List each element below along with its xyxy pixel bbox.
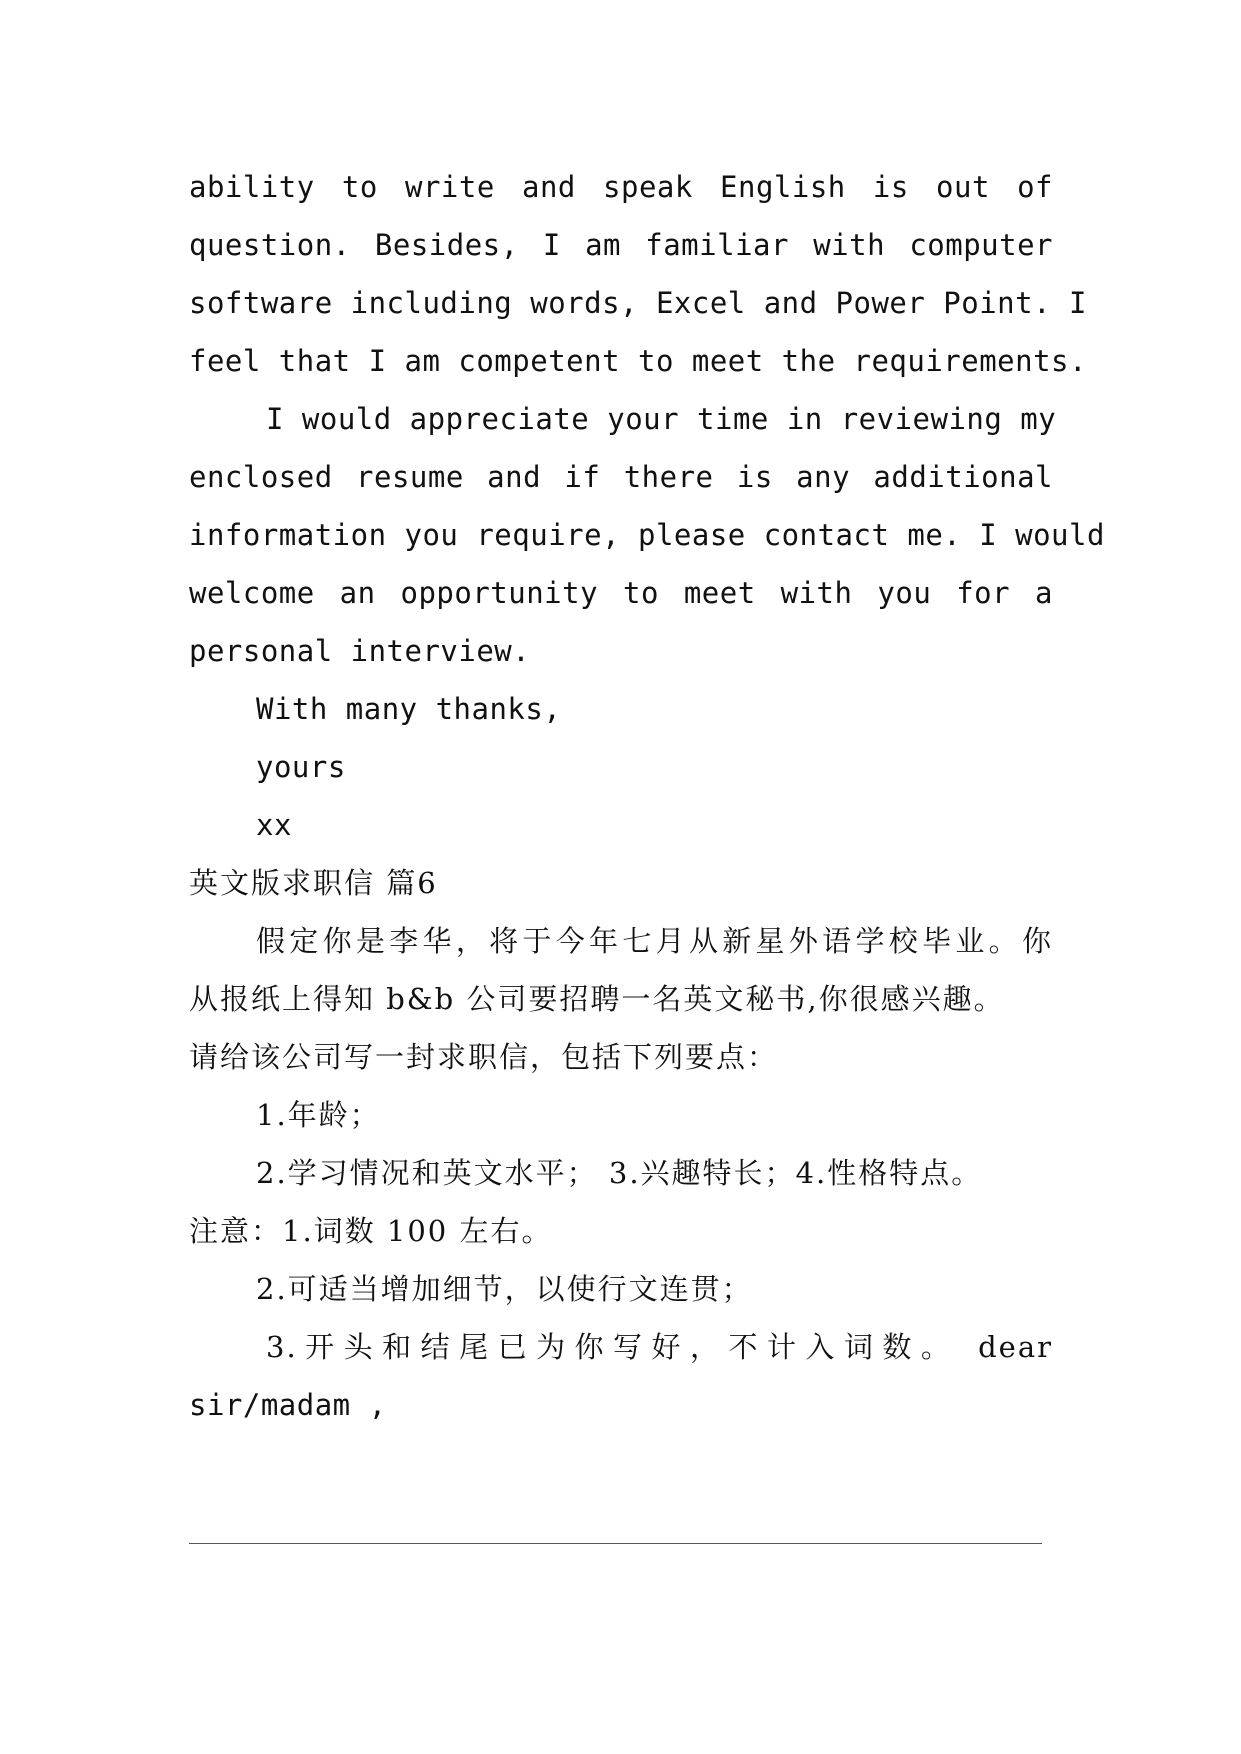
- note-line: sir/madam ,: [189, 1388, 387, 1422]
- section-title: 英文版求职信 篇6: [189, 866, 438, 900]
- page-footer-divider: [189, 1543, 1042, 1544]
- body-text-line: feel that I am competent to meet the requirements.: [189, 344, 1087, 378]
- note-line: 注意：1.词数 100 左右。: [189, 1214, 553, 1248]
- body-text-line: question. Besides, I am familiar with computer: [189, 228, 1053, 262]
- body-text-line: welcome an opportunity to meet with you for a: [189, 576, 1053, 610]
- body-text-line: I would appreciate your time in reviewing my: [266, 402, 1057, 436]
- note-line: 3.开头和结尾已为你写好，不计入词数。 dear: [266, 1330, 1053, 1364]
- body-text-line: enclosed resume and if there is any additional: [189, 460, 1053, 494]
- body-text-line: information you require, please contact me. I would: [189, 518, 1105, 552]
- point-item: 1.年龄；: [256, 1098, 381, 1132]
- prompt-line: 假定你是李华，将于今年七月从新星外语学校毕业。你: [256, 924, 1053, 958]
- prompt-line: 请给该公司写一封求职信，包括下列要点：: [189, 1040, 779, 1074]
- letter-closing: With many thanks,: [256, 692, 562, 726]
- note-line: 2.可适当增加细节，以使行文连贯；: [256, 1272, 753, 1306]
- point-item: 2.学习情况和英文水平； 3.兴趣特长；4.性格特点。: [256, 1156, 983, 1190]
- letter-signoff: yours: [256, 750, 346, 784]
- letter-signature: xx: [256, 808, 292, 842]
- prompt-line: 从报纸上得知 b&b 公司要招聘一名英文秘书,你很感兴趣。: [189, 982, 1005, 1016]
- body-text-line: ability to write and speak English is out of: [189, 170, 1053, 204]
- body-text-line: personal interview.: [189, 634, 531, 668]
- body-text-line: software including words, Excel and Power Point. I: [189, 286, 1087, 320]
